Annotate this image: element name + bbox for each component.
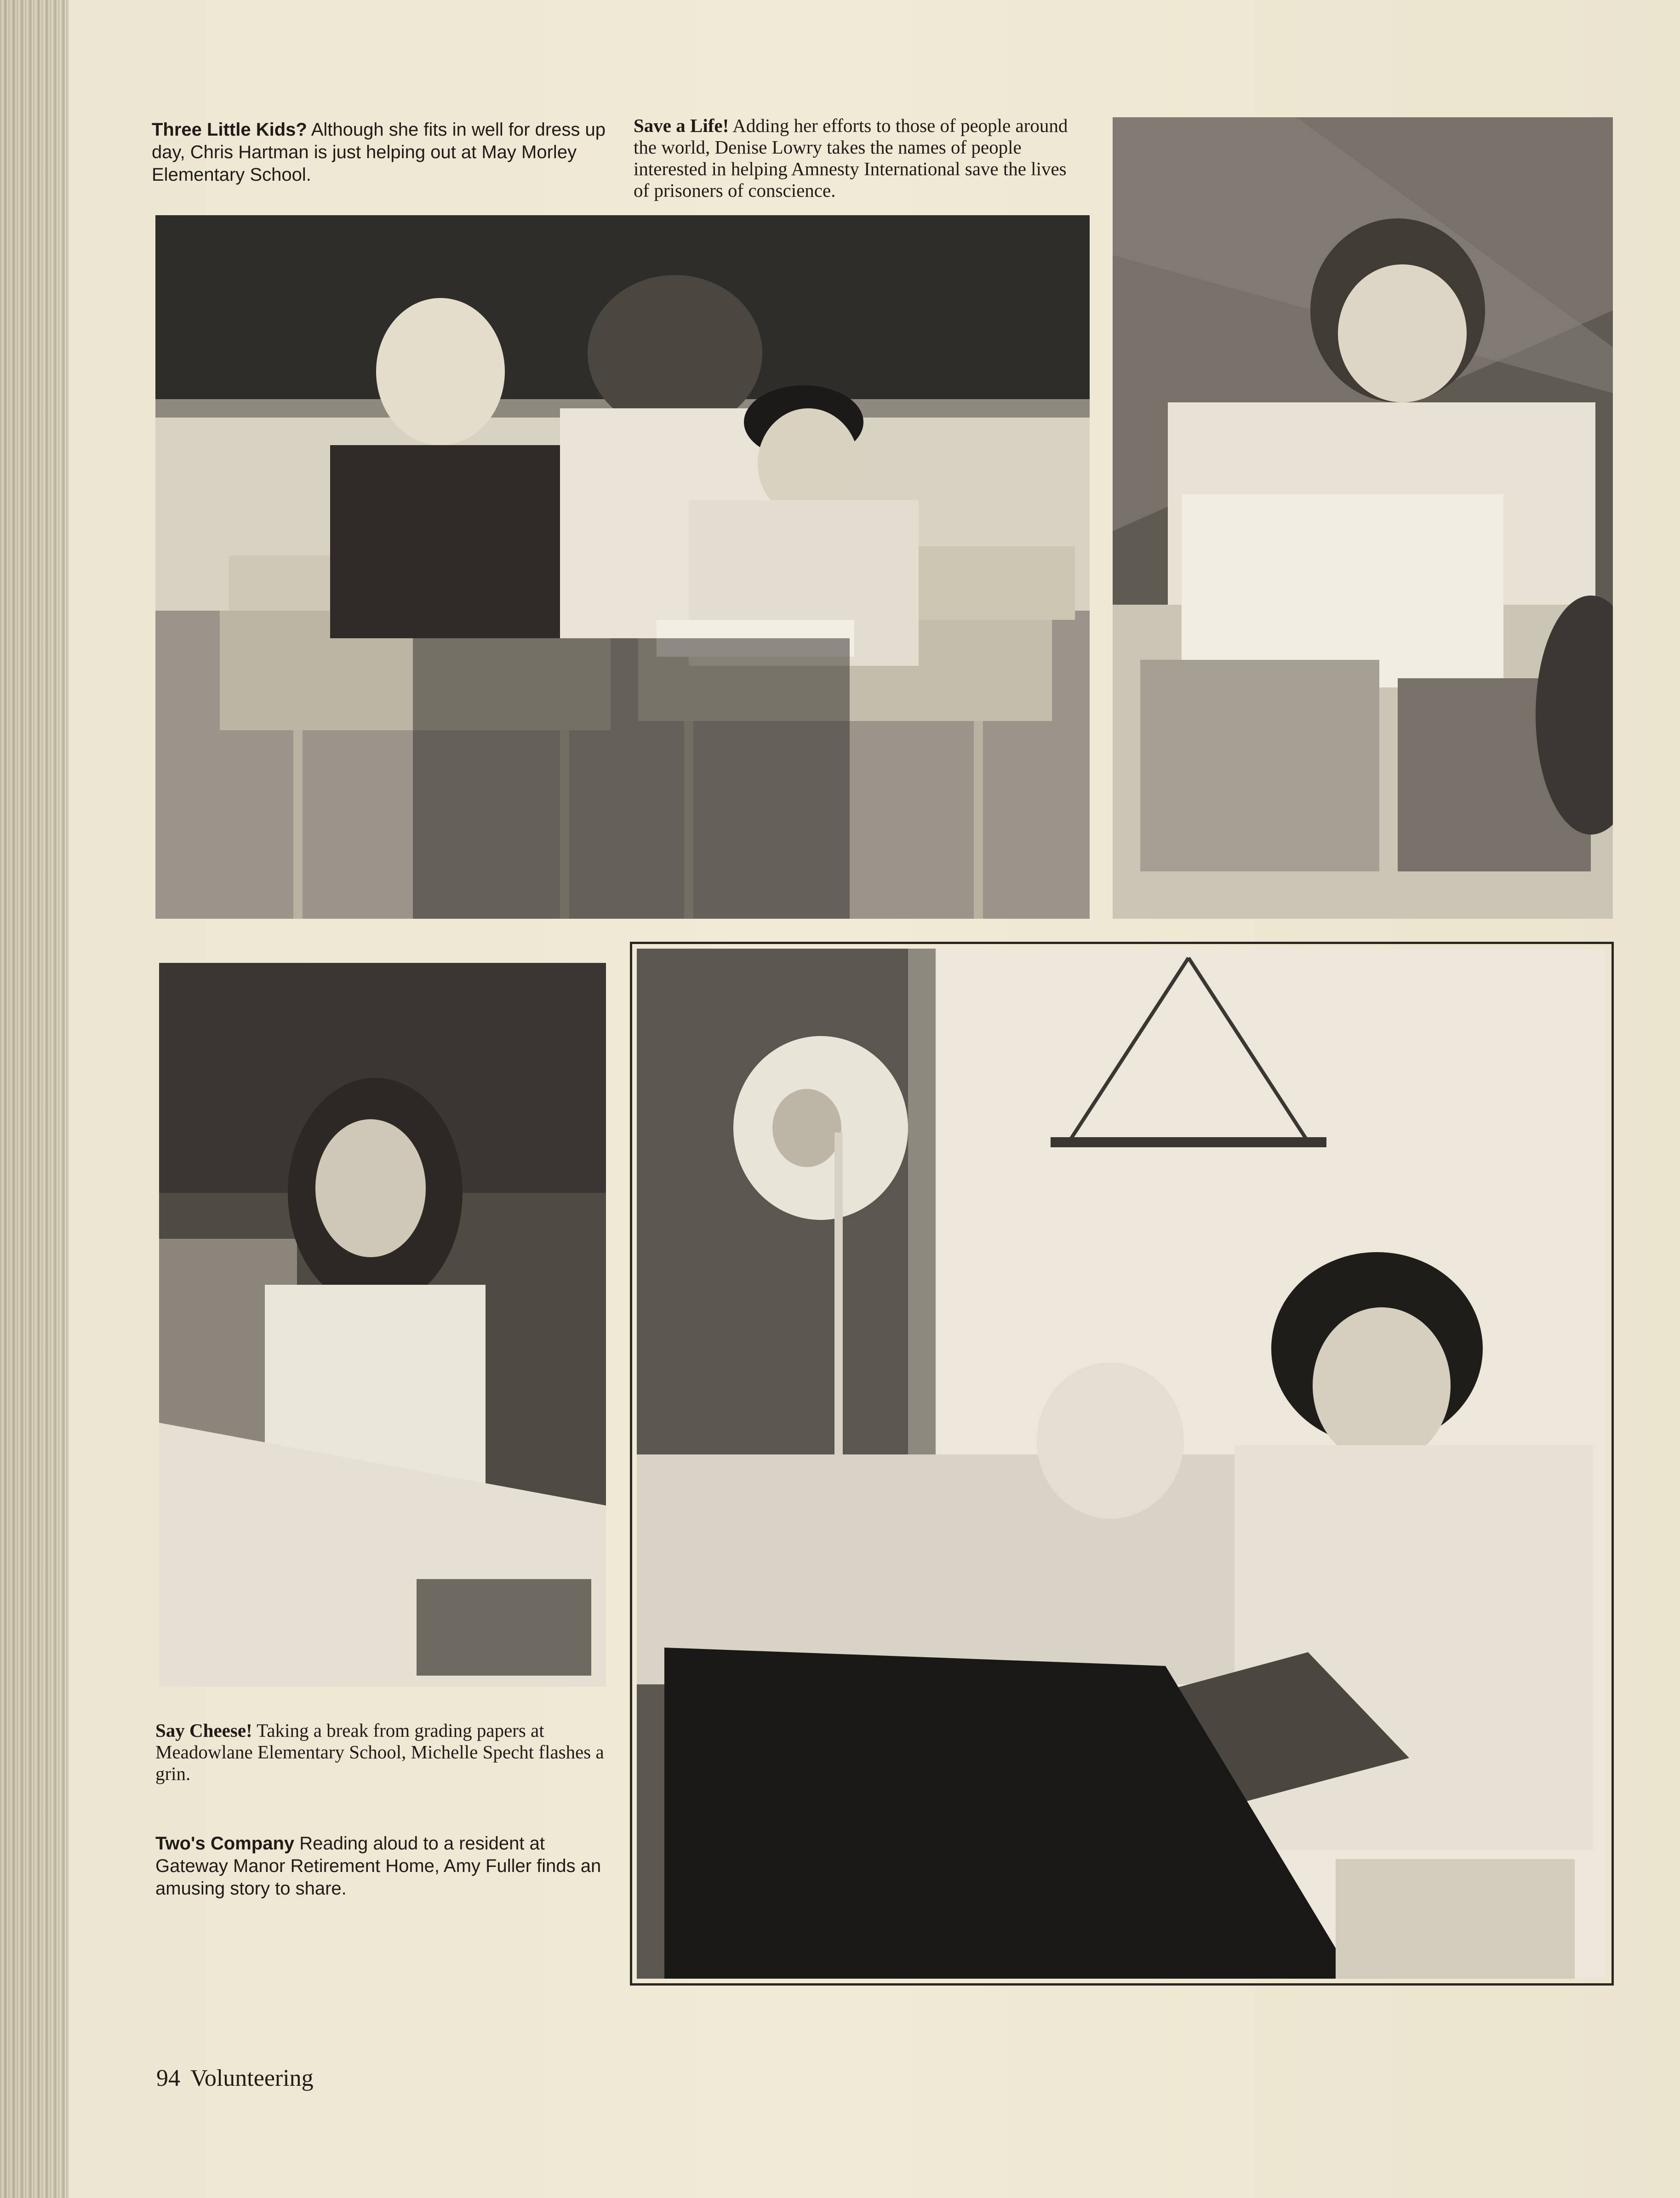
- page-folio: [156, 2065, 314, 2092]
- caption-save-a-life: [634, 115, 1080, 201]
- photo-amnesty-table: [1113, 117, 1613, 919]
- caption-body: Although she fits in well for dress up day, Chris Hartman is just helping out at May Morley Elementary School.: [152, 120, 606, 185]
- photo-michelle-specht: [159, 963, 606, 1687]
- caption-lead: Save a Life!: [634, 115, 729, 136]
- caption-twos-company: [155, 1832, 611, 1900]
- caption-lead: Two's Company: [155, 1833, 295, 1854]
- caption-body: Reading aloud to a resident at Gateway Manor Retirement Home, Amy Fuller finds an amusing story to share.: [155, 1833, 601, 1899]
- photo-amy-fuller: [637, 949, 1607, 1979]
- page-binding-edge: [0, 0, 69, 2198]
- caption-three-little-kids: [152, 119, 611, 186]
- photo-classroom-kids: [155, 215, 1090, 919]
- caption-body: Adding her efforts to those of people around the world, Denise Lowry takes the names of people interested in helping Amnesty International save the lives of prisoners of conscience.: [634, 115, 1068, 201]
- section-title: Volunteering: [190, 2065, 314, 2091]
- caption-say-cheese: [155, 1720, 611, 1785]
- caption-body: Taking a break from grading papers at Meadowlane Elementary School, Michelle Specht flashes a grin.: [155, 1720, 604, 1784]
- caption-lead: Three Little Kids?: [152, 120, 307, 140]
- caption-lead: Say Cheese!: [155, 1720, 252, 1741]
- page-number: 94: [156, 2065, 180, 2091]
